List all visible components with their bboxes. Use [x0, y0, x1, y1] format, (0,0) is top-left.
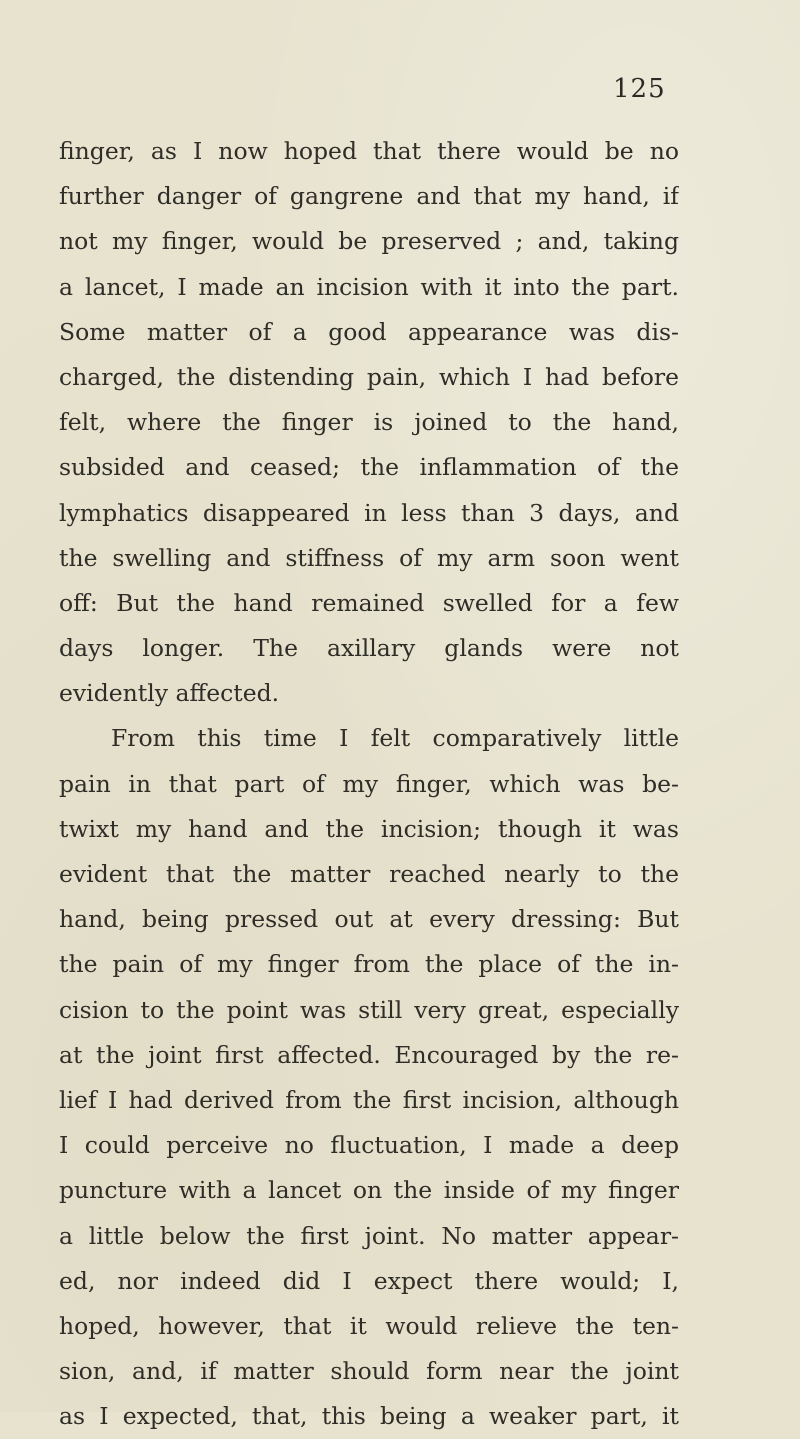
text-line: lief I had derived from the first incision, although	[59, 1085, 679, 1114]
paragraph-end-line: evidently affected.	[59, 679, 280, 708]
text-line: Some matter of a good appearance was dis-	[59, 317, 679, 346]
text-line: finger, as I now hoped that there would be no	[59, 137, 679, 165]
text-line: a little below the first joint. No matter appear-	[59, 1221, 679, 1250]
text-line: the swelling and stiffness of my arm soon went	[59, 543, 679, 572]
text-line: lymphatics disappeared in less than 3 days, and	[59, 498, 679, 527]
text-line: ed, nor indeed did I expect there would; I,	[59, 1266, 679, 1295]
text-line: subsided and ceased; the inflammation of the	[59, 453, 679, 482]
text-line: evident that the matter reached nearly to the	[59, 860, 679, 888]
text-line: twixt my hand and the incision; though it was	[59, 814, 679, 843]
text-line: the pain of my finger from the place of the in-	[59, 950, 679, 979]
text-line: at the joint first affected. Encouraged by the re-	[59, 1040, 679, 1069]
text-line: felt, where the finger is joined to the hand,	[59, 408, 679, 437]
text-line: puncture with a lancet on the inside of my finger	[59, 1176, 679, 1205]
body-text	[59, 129, 679, 1439]
text-line: not my finger, would be preserved ; and, taking	[59, 227, 679, 256]
text-line: sion, and, if matter should form near the joint	[59, 1357, 679, 1386]
paragraph-start-line: From this time I felt comparatively little	[111, 724, 679, 753]
text-line: off: But the hand remained swelled for a few	[59, 588, 679, 617]
text-line: hoped, however, that it would relieve the ten-	[59, 1311, 679, 1340]
text-line: pain in that part of my finger, which was be-	[59, 769, 679, 798]
text-line: as I expected, that, this being a weaker part, it	[59, 1402, 679, 1431]
page-number: 125	[613, 74, 666, 104]
text-line: cision to the point was still very great, especially	[59, 995, 679, 1024]
text-line: charged, the distending pain, which I had before	[59, 362, 679, 391]
text-line: hand, being pressed out at every dressing: But	[59, 905, 679, 934]
text-line: a lancet, I made an incision with it into the part.	[59, 272, 679, 301]
text-line: days longer. The axillary glands were not	[59, 634, 679, 663]
text-line: further danger of gangrene and that my hand, if	[59, 182, 679, 211]
text-line: I could perceive no fluctuation, I made a deep	[59, 1131, 679, 1160]
